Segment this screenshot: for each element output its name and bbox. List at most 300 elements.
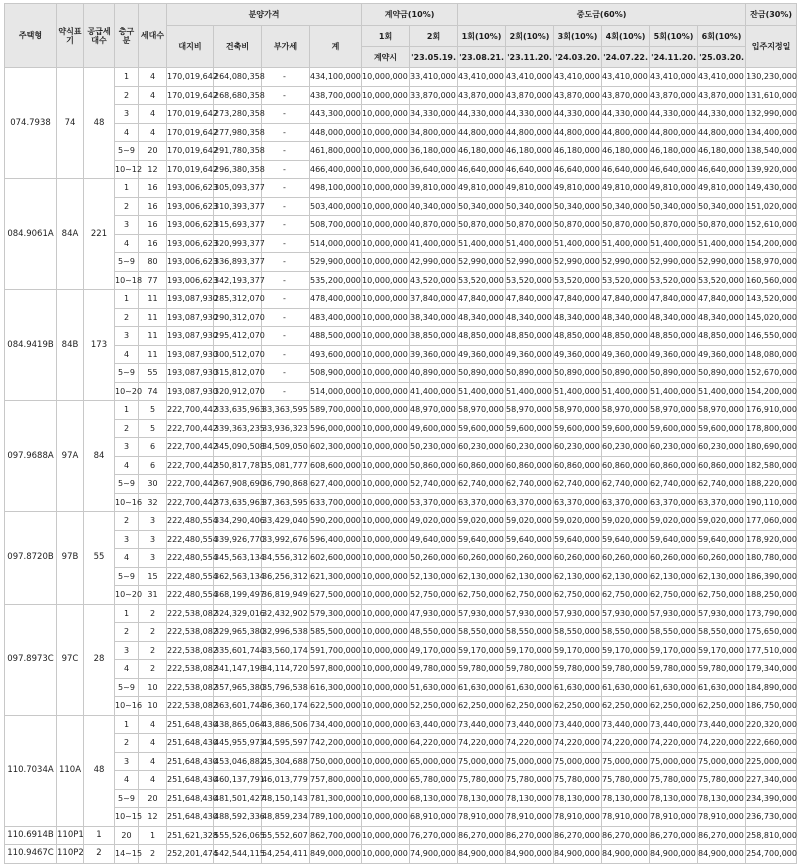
middle-3-cell: 49,360,000	[554, 345, 602, 364]
middle-5-cell: 50,870,000	[650, 216, 698, 235]
middle-3-cell: 44,330,000	[554, 105, 602, 124]
units-cell: 11	[139, 327, 167, 346]
land-cost-cell: 222,480,554	[167, 530, 214, 549]
middle-1-cell: 49,810,000	[458, 179, 506, 198]
house-type-cell: 097.8973C	[5, 604, 57, 715]
balance-cell: 179,340,000	[746, 660, 797, 679]
land-cost-cell: 193,087,930	[167, 308, 214, 327]
middle-2-cell: 59,170,000	[506, 641, 554, 660]
building-cost-cell: 335,601,744	[214, 641, 262, 660]
contract-1-cell: 10,000,000	[362, 697, 410, 716]
middle-6-cell: 43,410,000	[698, 68, 746, 87]
contract-1-cell: 10,000,000	[362, 179, 410, 198]
units-cell: 4	[139, 123, 167, 142]
total-cell: 633,700,000	[310, 493, 362, 512]
vat-cell: 34,114,720	[262, 660, 310, 679]
total-cell: 438,700,000	[310, 86, 362, 105]
floor-cell: 2	[115, 734, 139, 753]
contract-1-cell: 10,000,000	[362, 549, 410, 568]
header-installment: 3회(10%)	[554, 26, 602, 47]
total-cell: 627,400,000	[310, 475, 362, 494]
middle-2-cell: 78,910,000	[506, 808, 554, 827]
middle-1-cell: 59,020,000	[458, 512, 506, 531]
middle-4-cell: 62,250,000	[602, 697, 650, 716]
contract-1-cell: 10,000,000	[362, 604, 410, 623]
table-row	[5, 234, 797, 253]
contract-2-cell: 39,360,000	[410, 345, 458, 364]
building-cost-cell: 555,526,065	[214, 826, 262, 845]
middle-6-cell: 59,170,000	[698, 641, 746, 660]
table-row	[5, 216, 797, 235]
contract-1-cell: 10,000,000	[362, 752, 410, 771]
middle-6-cell: 51,400,000	[698, 382, 746, 401]
vat-cell: 36,790,868	[262, 475, 310, 494]
header-date: '24.07.22.	[602, 47, 650, 68]
units-cell: 3	[139, 549, 167, 568]
middle-4-cell: 48,850,000	[602, 327, 650, 346]
building-cost-cell: 341,147,198	[214, 660, 262, 679]
middle-4-cell: 58,550,000	[602, 623, 650, 642]
middle-3-cell: 60,860,000	[554, 456, 602, 475]
balance-cell: 173,790,000	[746, 604, 797, 623]
total-cell: 585,500,000	[310, 623, 362, 642]
units-cell: 11	[139, 290, 167, 309]
units-cell: 4	[139, 68, 167, 87]
contract-2-cell: 74,900,000	[410, 845, 458, 864]
middle-1-cell: 58,550,000	[458, 623, 506, 642]
land-cost-cell: 222,480,554	[167, 586, 214, 605]
middle-6-cell: 78,910,000	[698, 808, 746, 827]
middle-5-cell: 43,410,000	[650, 68, 698, 87]
units-cell: 4	[139, 771, 167, 790]
middle-3-cell: 46,640,000	[554, 160, 602, 179]
units-cell: 55	[139, 364, 167, 383]
price-table-container	[4, 3, 796, 864]
floor-cell: 2	[115, 623, 139, 642]
middle-2-cell: 50,340,000	[506, 197, 554, 216]
floor-cell: 10~16	[115, 697, 139, 716]
total-cell: 596,400,000	[310, 530, 362, 549]
middle-6-cell: 63,370,000	[698, 493, 746, 512]
supply-cell: 48	[84, 68, 115, 179]
middle-5-cell: 58,550,000	[650, 623, 698, 642]
contract-1-cell: 10,000,000	[362, 715, 410, 734]
middle-5-cell: 49,810,000	[650, 179, 698, 198]
contract-1-cell: 10,000,000	[362, 86, 410, 105]
vat-cell: -	[262, 105, 310, 124]
balance-cell: 138,540,000	[746, 142, 797, 161]
units-cell: 30	[139, 475, 167, 494]
vat-cell: 45,304,688	[262, 752, 310, 771]
building-cost-cell: 363,601,744	[214, 697, 262, 716]
contract-1-cell: 10,000,000	[362, 105, 410, 124]
contract-2-cell: 38,340,000	[410, 308, 458, 327]
floor-cell: 3	[115, 327, 139, 346]
building-cost-cell: 438,865,064	[214, 715, 262, 734]
building-cost-cell: 285,312,070	[214, 290, 262, 309]
house-type-cell: 110.9467C	[5, 845, 57, 864]
table-row	[5, 586, 797, 605]
header-date: '24.03.20.	[554, 47, 602, 68]
middle-4-cell: 50,890,000	[602, 364, 650, 383]
floor-cell: 14~15	[115, 845, 139, 864]
header-installment: 6회(10%)	[698, 26, 746, 47]
middle-1-cell: 73,440,000	[458, 715, 506, 734]
contract-1-cell: 10,000,000	[362, 808, 410, 827]
middle-2-cell: 61,630,000	[506, 678, 554, 697]
middle-3-cell: 59,020,000	[554, 512, 602, 531]
header-sale-price: 분양가격	[167, 4, 362, 26]
supply-cell: 55	[84, 512, 115, 605]
units-cell: 2	[139, 845, 167, 864]
middle-6-cell: 51,400,000	[698, 234, 746, 253]
middle-1-cell: 60,860,000	[458, 456, 506, 475]
floor-cell: 3	[115, 641, 139, 660]
middle-2-cell: 46,180,000	[506, 142, 554, 161]
abbrev-cell: 110A	[57, 715, 84, 826]
middle-4-cell: 43,410,000	[602, 68, 650, 87]
middle-6-cell: 59,600,000	[698, 419, 746, 438]
middle-2-cell: 62,750,000	[506, 586, 554, 605]
middle-1-cell: 84,900,000	[458, 845, 506, 864]
middle-3-cell: 43,870,000	[554, 86, 602, 105]
balance-cell: 154,200,000	[746, 234, 797, 253]
middle-2-cell: 46,640,000	[506, 160, 554, 179]
middle-5-cell: 63,370,000	[650, 493, 698, 512]
contract-2-cell: 40,870,000	[410, 216, 458, 235]
middle-4-cell: 78,130,000	[602, 789, 650, 808]
total-cell: 529,900,000	[310, 253, 362, 272]
floor-cell: 2	[115, 308, 139, 327]
contract-1-cell: 10,000,000	[362, 271, 410, 290]
header-date: '23.11.20.	[506, 47, 554, 68]
vat-cell: -	[262, 253, 310, 272]
middle-6-cell: 58,970,000	[698, 401, 746, 420]
contract-1-cell: 10,000,000	[362, 475, 410, 494]
middle-4-cell: 59,020,000	[602, 512, 650, 531]
contract-1-cell: 10,000,000	[362, 308, 410, 327]
supply-cell: 84	[84, 401, 115, 512]
middle-3-cell: 59,600,000	[554, 419, 602, 438]
land-cost-cell: 222,538,082	[167, 678, 214, 697]
middle-2-cell: 62,740,000	[506, 475, 554, 494]
middle-4-cell: 62,750,000	[602, 586, 650, 605]
land-cost-cell: 193,087,930	[167, 364, 214, 383]
units-cell: 20	[139, 142, 167, 161]
middle-5-cell: 78,130,000	[650, 789, 698, 808]
header-abbrev: 약식표기	[57, 4, 84, 68]
house-type-cell: 097.9688A	[5, 401, 57, 512]
floor-cell: 1	[115, 290, 139, 309]
table-row	[5, 419, 797, 438]
middle-6-cell: 58,550,000	[698, 623, 746, 642]
middle-4-cell: 53,520,000	[602, 271, 650, 290]
header-date: '23.05.19.	[410, 47, 458, 68]
units-cell: 4	[139, 752, 167, 771]
middle-5-cell: 48,850,000	[650, 327, 698, 346]
middle-4-cell: 59,600,000	[602, 419, 650, 438]
middle-5-cell: 51,400,000	[650, 382, 698, 401]
middle-1-cell: 63,370,000	[458, 493, 506, 512]
building-cost-cell: 334,290,406	[214, 512, 262, 531]
floor-cell: 4	[115, 456, 139, 475]
table-row	[5, 123, 797, 142]
balance-cell: 131,610,000	[746, 86, 797, 105]
floor-cell: 5~9	[115, 789, 139, 808]
middle-1-cell: 50,340,000	[458, 197, 506, 216]
table-body	[5, 68, 797, 864]
middle-6-cell: 50,340,000	[698, 197, 746, 216]
total-cell: 621,300,000	[310, 567, 362, 586]
middle-4-cell: 84,900,000	[602, 845, 650, 864]
middle-2-cell: 51,400,000	[506, 234, 554, 253]
middle-3-cell: 46,180,000	[554, 142, 602, 161]
middle-4-cell: 60,860,000	[602, 456, 650, 475]
land-cost-cell: 222,700,442	[167, 456, 214, 475]
middle-4-cell: 75,780,000	[602, 771, 650, 790]
middle-3-cell: 50,340,000	[554, 197, 602, 216]
contract-2-cell: 49,600,000	[410, 419, 458, 438]
contract-2-cell: 38,850,000	[410, 327, 458, 346]
balance-cell: 180,780,000	[746, 549, 797, 568]
middle-5-cell: 51,400,000	[650, 234, 698, 253]
middle-6-cell: 75,780,000	[698, 771, 746, 790]
units-cell: 16	[139, 197, 167, 216]
land-cost-cell: 222,538,082	[167, 623, 214, 642]
balance-cell: 180,690,000	[746, 438, 797, 457]
middle-3-cell: 75,000,000	[554, 752, 602, 771]
contract-2-cell: 39,810,000	[410, 179, 458, 198]
middle-6-cell: 50,890,000	[698, 364, 746, 383]
middle-4-cell: 50,340,000	[602, 197, 650, 216]
header-house-type: 주택형	[5, 4, 57, 68]
middle-5-cell: 86,270,000	[650, 826, 698, 845]
units-cell: 16	[139, 216, 167, 235]
header-land: 대지비	[167, 26, 214, 68]
middle-5-cell: 73,440,000	[650, 715, 698, 734]
land-cost-cell: 170,019,642	[167, 68, 214, 87]
middle-3-cell: 75,780,000	[554, 771, 602, 790]
middle-5-cell: 62,750,000	[650, 586, 698, 605]
contract-2-cell: 49,170,000	[410, 641, 458, 660]
total-cell: 622,500,000	[310, 697, 362, 716]
vat-cell: -	[262, 160, 310, 179]
vat-cell: 36,360,174	[262, 697, 310, 716]
units-cell: 20	[139, 789, 167, 808]
contract-1-cell: 10,000,000	[362, 68, 410, 87]
middle-4-cell: 86,270,000	[602, 826, 650, 845]
vat-cell: -	[262, 290, 310, 309]
land-cost-cell: 251,648,430	[167, 734, 214, 753]
middle-6-cell: 75,000,000	[698, 752, 746, 771]
balance-cell: 178,920,000	[746, 530, 797, 549]
middle-5-cell: 49,360,000	[650, 345, 698, 364]
header-middle: 중도금(60%)	[458, 4, 746, 26]
floor-cell: 10~18	[115, 271, 139, 290]
vat-cell: -	[262, 382, 310, 401]
land-cost-cell: 193,006,623	[167, 197, 214, 216]
contract-2-cell: 52,750,000	[410, 586, 458, 605]
vat-cell: -	[262, 364, 310, 383]
middle-3-cell: 78,130,000	[554, 789, 602, 808]
balance-cell: 177,510,000	[746, 641, 797, 660]
middle-2-cell: 75,000,000	[506, 752, 554, 771]
middle-1-cell: 62,130,000	[458, 567, 506, 586]
units-cell: 10	[139, 678, 167, 697]
land-cost-cell: 193,006,623	[167, 234, 214, 253]
middle-3-cell: 50,890,000	[554, 364, 602, 383]
middle-3-cell: 48,850,000	[554, 327, 602, 346]
contract-2-cell: 49,780,000	[410, 660, 458, 679]
units-cell: 4	[139, 86, 167, 105]
building-cost-cell: 345,563,134	[214, 549, 262, 568]
middle-2-cell: 59,600,000	[506, 419, 554, 438]
middle-6-cell: 43,870,000	[698, 86, 746, 105]
contract-2-cell: 49,020,000	[410, 512, 458, 531]
middle-1-cell: 59,780,000	[458, 660, 506, 679]
table-row	[5, 475, 797, 494]
land-cost-cell: 251,648,430	[167, 789, 214, 808]
contract-2-cell: 64,220,000	[410, 734, 458, 753]
balance-cell: 152,610,000	[746, 216, 797, 235]
total-cell: 535,200,000	[310, 271, 362, 290]
total-cell: 514,000,000	[310, 234, 362, 253]
middle-6-cell: 62,250,000	[698, 697, 746, 716]
land-cost-cell: 222,480,554	[167, 567, 214, 586]
middle-2-cell: 74,220,000	[506, 734, 554, 753]
middle-6-cell: 50,870,000	[698, 216, 746, 235]
contract-1-cell: 10,000,000	[362, 456, 410, 475]
total-cell: 443,300,000	[310, 105, 362, 124]
building-cost-cell: 367,908,690	[214, 475, 262, 494]
contract-2-cell: 34,330,000	[410, 105, 458, 124]
middle-4-cell: 48,340,000	[602, 308, 650, 327]
middle-4-cell: 62,130,000	[602, 567, 650, 586]
floor-cell: 10~20	[115, 586, 139, 605]
middle-6-cell: 49,810,000	[698, 179, 746, 198]
floor-cell: 5~9	[115, 567, 139, 586]
vat-cell: 36,819,949	[262, 586, 310, 605]
middle-1-cell: 52,990,000	[458, 253, 506, 272]
balance-cell: 225,000,000	[746, 752, 797, 771]
land-cost-cell: 170,019,642	[167, 142, 214, 161]
table-row	[5, 345, 797, 364]
middle-3-cell: 44,800,000	[554, 123, 602, 142]
contract-1-cell: 10,000,000	[362, 197, 410, 216]
middle-4-cell: 58,970,000	[602, 401, 650, 420]
total-cell: 434,100,000	[310, 68, 362, 87]
middle-2-cell: 52,990,000	[506, 253, 554, 272]
middle-5-cell: 60,260,000	[650, 549, 698, 568]
middle-3-cell: 63,370,000	[554, 493, 602, 512]
middle-6-cell: 57,930,000	[698, 604, 746, 623]
vat-cell: 35,796,538	[262, 678, 310, 697]
land-cost-cell: 170,019,642	[167, 105, 214, 124]
vat-cell: 34,556,312	[262, 549, 310, 568]
middle-1-cell: 43,410,000	[458, 68, 506, 87]
floor-cell: 2	[115, 86, 139, 105]
land-cost-cell: 222,538,082	[167, 604, 214, 623]
middle-2-cell: 84,900,000	[506, 845, 554, 864]
middle-1-cell: 47,840,000	[458, 290, 506, 309]
supply-cell: 28	[84, 604, 115, 715]
vat-cell: 32,996,538	[262, 623, 310, 642]
middle-1-cell: 62,250,000	[458, 697, 506, 716]
land-cost-cell: 222,700,442	[167, 438, 214, 457]
total-cell: 488,500,000	[310, 327, 362, 346]
building-cost-cell: 368,199,497	[214, 586, 262, 605]
middle-2-cell: 75,780,000	[506, 771, 554, 790]
middle-1-cell: 48,340,000	[458, 308, 506, 327]
table-row	[5, 530, 797, 549]
total-cell: 602,300,000	[310, 438, 362, 457]
middle-5-cell: 74,220,000	[650, 734, 698, 753]
table-row	[5, 678, 797, 697]
abbrev-cell: 84B	[57, 290, 84, 401]
middle-1-cell: 53,520,000	[458, 271, 506, 290]
middle-3-cell: 59,780,000	[554, 660, 602, 679]
table-row	[5, 308, 797, 327]
middle-5-cell: 84,900,000	[650, 845, 698, 864]
table-row	[5, 752, 797, 771]
vat-cell: -	[262, 327, 310, 346]
contract-2-cell: 76,270,000	[410, 826, 458, 845]
middle-5-cell: 53,520,000	[650, 271, 698, 290]
table-row	[5, 623, 797, 642]
total-cell: 508,900,000	[310, 364, 362, 383]
middle-1-cell: 50,890,000	[458, 364, 506, 383]
header-installment: 1회(10%)	[458, 26, 506, 47]
building-cost-cell: 310,393,377	[214, 197, 262, 216]
header-units: 세대수	[139, 4, 167, 68]
header-contract: 계약금(10%)	[362, 4, 458, 26]
middle-2-cell: 49,360,000	[506, 345, 554, 364]
middle-6-cell: 59,780,000	[698, 660, 746, 679]
middle-5-cell: 44,330,000	[650, 105, 698, 124]
middle-2-cell: 50,890,000	[506, 364, 554, 383]
contract-1-cell: 10,000,000	[362, 586, 410, 605]
vat-cell: 44,595,597	[262, 734, 310, 753]
units-cell: 1	[139, 826, 167, 845]
contract-1-cell: 10,000,000	[362, 826, 410, 845]
contract-2-cell: 33,410,000	[410, 68, 458, 87]
middle-6-cell: 52,990,000	[698, 253, 746, 272]
middle-3-cell: 86,270,000	[554, 826, 602, 845]
middle-3-cell: 61,630,000	[554, 678, 602, 697]
floor-cell: 2	[115, 419, 139, 438]
vat-cell: 48,859,234	[262, 808, 310, 827]
land-cost-cell: 222,700,442	[167, 493, 214, 512]
middle-4-cell: 51,400,000	[602, 382, 650, 401]
floor-cell: 5~9	[115, 142, 139, 161]
middle-3-cell: 73,440,000	[554, 715, 602, 734]
middle-2-cell: 59,780,000	[506, 660, 554, 679]
building-cost-cell: 481,501,427	[214, 789, 262, 808]
contract-2-cell: 52,250,000	[410, 697, 458, 716]
middle-3-cell: 59,640,000	[554, 530, 602, 549]
floor-cell: 1	[115, 604, 139, 623]
units-cell: 11	[139, 345, 167, 364]
abbrev-cell: 74	[57, 68, 84, 179]
middle-5-cell: 59,170,000	[650, 641, 698, 660]
contract-2-cell: 65,780,000	[410, 771, 458, 790]
middle-5-cell: 48,340,000	[650, 308, 698, 327]
contract-1-cell: 10,000,000	[362, 660, 410, 679]
floor-cell: 5~9	[115, 364, 139, 383]
middle-3-cell: 62,250,000	[554, 697, 602, 716]
middle-3-cell: 59,170,000	[554, 641, 602, 660]
middle-1-cell: 51,400,000	[458, 234, 506, 253]
